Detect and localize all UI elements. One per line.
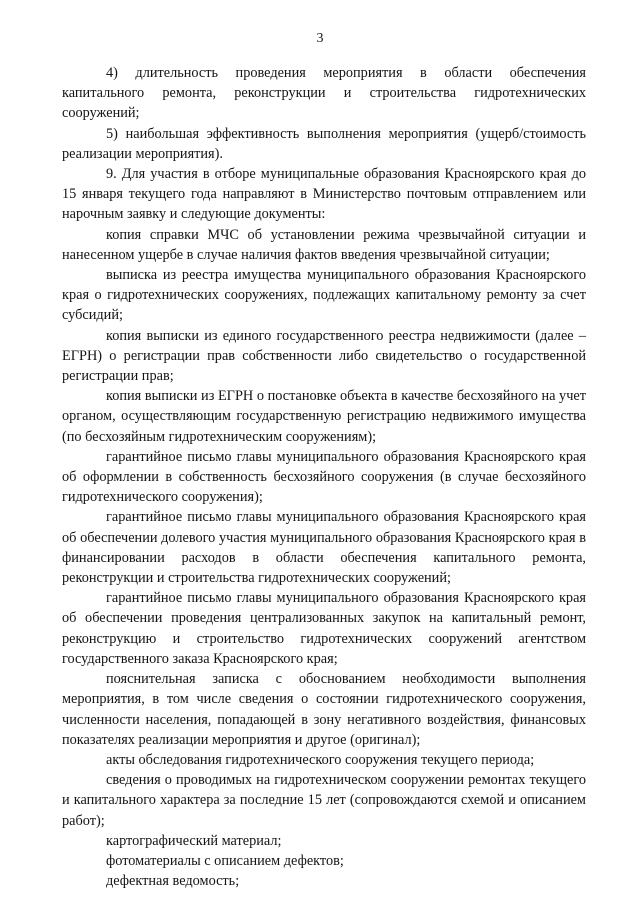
paragraph-defect-statement: дефектная ведомость; <box>106 873 240 890</box>
paragraph-guarantee-ownership: гарантийное письмо главы муниципального образования Красноярского края об оформлении в собственность бесхозяйного сооружения (в случае бесхозяйного гидротехнического сооружения); <box>62 448 586 506</box>
paragraph-property-register-extract: выписка из реестра имущества муниципального образования Красноярского края о гидротехнических сооружениях, подлежащих капитальному ремонту за счет субсидий; <box>62 267 586 324</box>
paragraph-ownerless-registration: копия выписки из ЕГРН о постановке объекта в качестве бесхозяйного на учет органом, осуществляющим государственную регистрацию недвижимого имущества (по бесхозяйным гидротехническим сооружениям); <box>62 388 586 445</box>
paragraph-cartographic-material: картографический материал; <box>106 832 282 849</box>
paragraph-explanatory-note: пояснительная записка с обоснованием необходимости выполнения мероприятия, в том числе сведения о состоянии гидротехнического сооружения, численности населения, попадающей в зону негативного воздействия, финансовых показателях реализации мероприятия и другое (оригинал); <box>62 671 586 748</box>
page-number: 3 <box>316 31 324 46</box>
paragraph-section-9-intro: 9. Для участия в отборе муниципальные образования Красноярского края до 15 января текущего года направляют в Министерство почтовым отправлением или нарочным заявку и следующие документы: <box>62 166 586 223</box>
paragraph-guarantee-cofinancing: гарантийное письмо главы муниципального образования Красноярского края об обеспечении долевого участия муниципального образования Красноярского края в финансировании расходов в области обеспечения капитального ремонта, реконструкции и строительства гидротехнических сооружений; <box>62 509 586 587</box>
paragraph-criterion-4-duration: 4) длительность проведения мероприятия в области обеспечения капитального ремонта, реконструкции и строительства гидротехнических сооружений; <box>62 65 586 122</box>
paragraph-photo-materials: фотоматериалы с описанием дефектов; <box>106 852 344 869</box>
paragraph-guarantee-procurement: гарантийное письмо главы муниципального образования Красноярского края об обеспечении проведения централизованных закупок на капитальный ремонт, реконструкцию и строительство гидротехнических сооружений агентством государственного заказа Красноярского края; <box>62 590 586 667</box>
paragraph-repair-history: сведения о проводимых на гидротехническом сооружении ремонтах текущего и капитального характера за последние 15 лет (сопровождаются схемой и описанием работ); <box>62 772 586 829</box>
paragraph-mchs-certificate: копия справки МЧС об установлении режима чрезвычайной ситуации и нанесенном ущербе в случае наличия фактов введения чрезвычайной ситуации; <box>62 226 586 263</box>
paragraph-egrn-extract: копия выписки из единого государственного реестра недвижимости (далее – ЕГРН) о регистрации прав собственности либо свидетельство о государственной регистрации прав; <box>62 327 586 385</box>
document-body <box>62 63 586 891</box>
paragraph-criterion-5-efficiency: 5) наибольшая эффективность выполнения мероприятия (ущерб/стоимость реализации мероприятия). <box>62 125 586 162</box>
paragraph-inspection-acts: акты обследования гидротехнического сооружения текущего периода; <box>106 751 535 768</box>
